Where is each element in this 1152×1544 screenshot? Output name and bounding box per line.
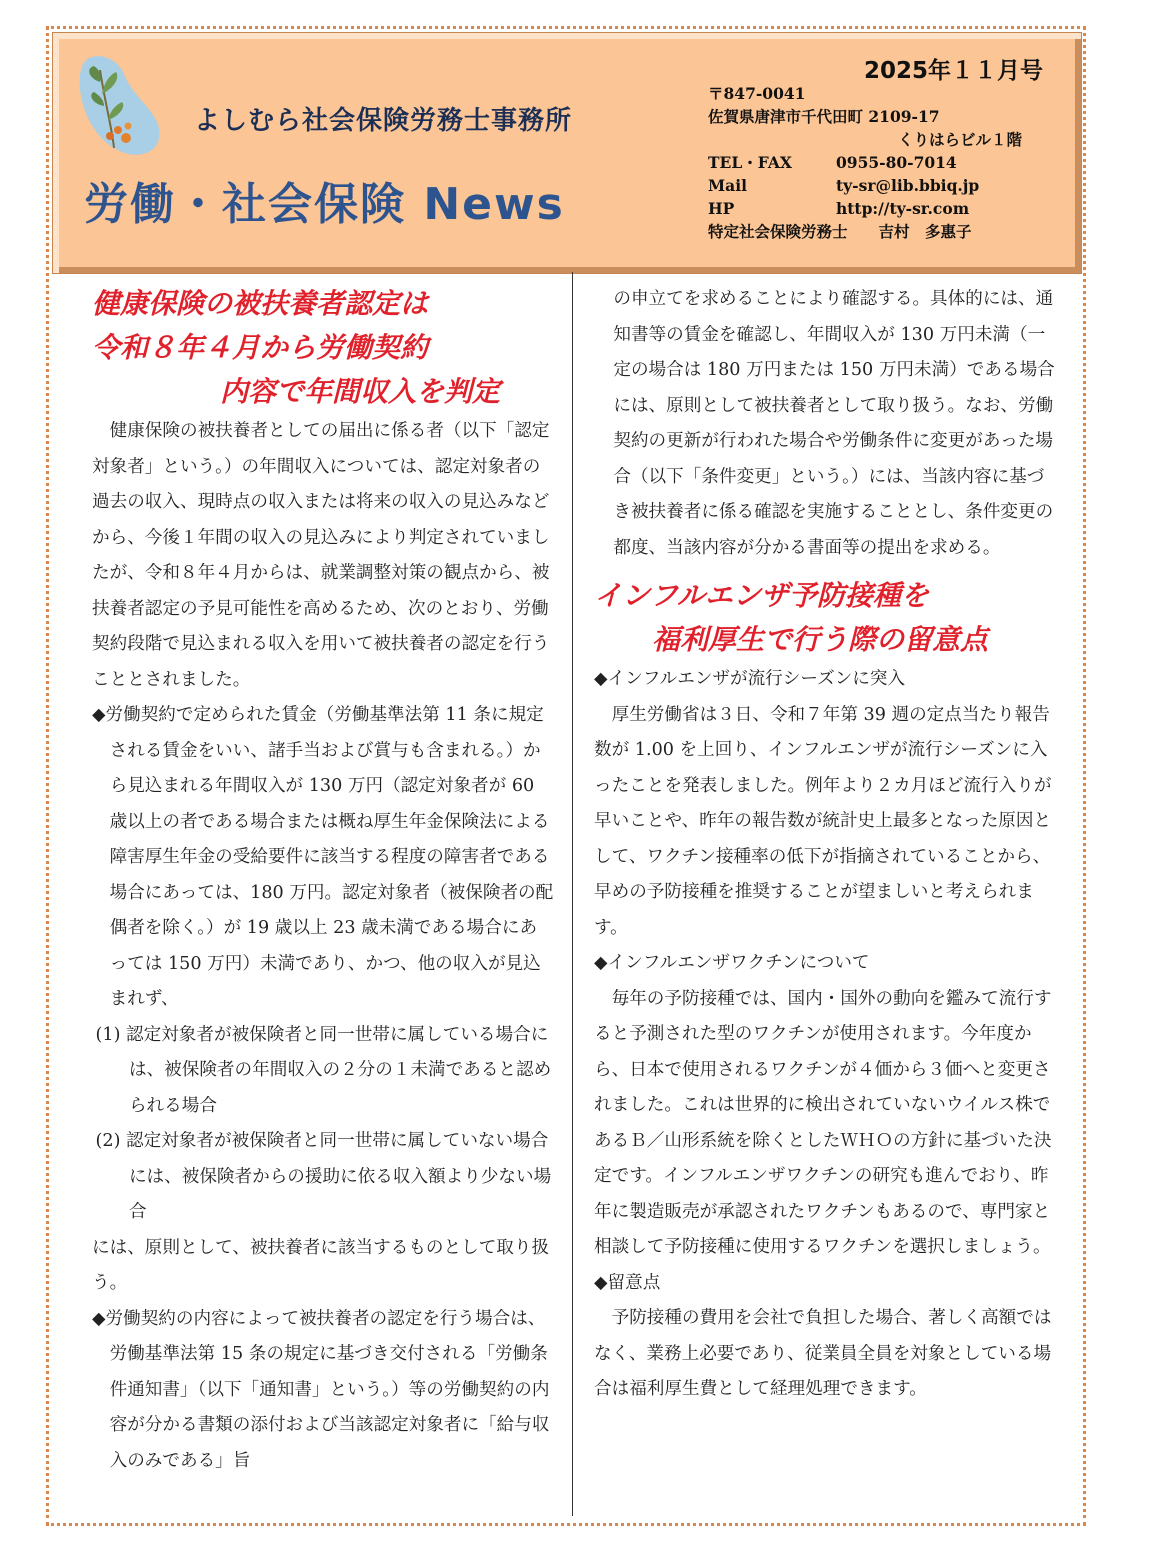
article2-notes-paragraph: 予防接種の費用を会社で負担した場合、著しく高額ではなく、業務上必要であり、従業員全員を対象としている場合は福利厚生費として経理処理できます。	[594, 1308, 1052, 1399]
article2-season-paragraph: 厚生労働省は３日、令和７年第 39 週の定点当たり報告数が 1.00 を上回り、インフルエンザが流行シーズンに入ったことを発表しました。例年より２カ月ほど流行入りが早いことや、昨年の報告数が統計史上最多となった原因として、ワクチン接種率の低下が指摘されていることから、早めの予防接種を推奨することが望ましいと考えられます。	[594, 704, 1052, 938]
hp-label: HP	[708, 199, 735, 218]
left-column	[92, 282, 554, 1479]
article2-title-line2: 福利厚生で行う際の留意点	[652, 623, 989, 656]
article1-title-line2: 令和８年４月から労働契約	[92, 331, 429, 364]
plant-logo-icon	[70, 48, 170, 158]
column-divider	[572, 272, 573, 1516]
newsletter-title: 労働・社会保険 News	[84, 179, 565, 230]
office-name: よしむら社会保険労務士事務所	[194, 106, 573, 136]
qualification-label: 特定社会保険労務士	[708, 222, 848, 241]
article2-title-line1: インフルエンザ予防接種を	[594, 579, 929, 612]
article1-bullet2-continued: の申立てを求めることにより確認する。具体的には、通知書等の賃金を確認し、年間収入が 130 万円未満（一定の場合は 180 万円または 150 万円未満）である場合には、原則として被扶養者として取り扱う。なお、労働契約の更新が行われた場合や労働条件に変更があった場合（以下「条件変更」という。）には、当該内容に基づき被扶養者に係る確認を実施することとし、条件変更の都度、当該内容が分かる書面等の提出を求める。	[613, 289, 1055, 558]
article1-bullet1: ◆労働契約で定められた賃金（労働基準法第 11 条に規定される賃金をいい、諸手当および賞与も含まれる。）から見込まれる年間収入が 130 万円（認定対象者が 60 歳以上の者である場合または概ね厚生年金保険法による障害厚生年金の受給要件に該当する程度の障害者である場合にあっては、180 万円。認定対象者（被保険者の配偶者を除く。）が 19 歳以上 23 歳未満である場合にあっては 150 万円）未満であり、かつ、他の収入が見込まれず、	[92, 705, 554, 1009]
article1-condition-1: (1) 認定対象者が被保険者と同一世帯に属している場合には、被保険者の年間収入の２分の１未満であると認められる場合	[95, 1024, 552, 1116]
hp-value[interactable]: http://ty-sr.com	[836, 199, 970, 218]
issue-date: 2025年１１月号	[864, 58, 1044, 84]
consultant-name: 吉村 多惠子	[878, 222, 972, 241]
tel-label: TEL・FAX	[708, 153, 792, 172]
article2-vaccine-paragraph: 毎年の予防接種では、国内・国外の動向を鑑みて流行すると予測された型のワクチンが使用されます。今年度から、日本で使用されるワクチンが４価から３価へと変更されました。これは世界的に検出されていないウイルス株であるＢ／山形系統を除くとしたＷＨＯの方針に基づいた決定です。インフルエンザワクチンの研究も進んでおり、昨年に製造販売が承認されたワクチンもあるので、専門家と相談して予防接種に使用するワクチンを選択しましょう。	[594, 988, 1052, 1257]
mail-row	[708, 174, 1068, 197]
article1-title-line1: 健康保険の被扶養者認定は	[92, 287, 429, 320]
hp-row	[708, 197, 1068, 220]
right-column	[594, 282, 1060, 1408]
tel-row	[708, 151, 1068, 174]
contact-block	[708, 82, 1068, 243]
article2-heading-season: ◆インフルエンザが流行シーズンに突入	[594, 669, 906, 689]
article1-title-line3: 内容で年間収入を判定	[220, 375, 501, 408]
mail-value[interactable]: ty-sr@lib.bbiq.jp	[836, 176, 980, 195]
article1-intro: 健康保険の被扶養者としての届出に係る者（以下「認定対象者」という。）の年間収入については、認定対象者の過去の収入、現時点の収入または将来の収入の見込みなどから、今後１年間の収入の見込みにより判定されていましたが、令和８年４月からは、就業調整対策の観点から、被扶養者認定の予見可能性を高めるため、次のとおり、労働契約段階で見込まれる収入を用いて被扶養者の認定を行うこととされました。	[92, 421, 550, 690]
mail-label: Mail	[708, 176, 747, 195]
article2-heading-notes: ◆留意点	[594, 1272, 661, 1293]
address-line-2: くりはらビル１階	[898, 130, 1023, 149]
article2-heading-vaccine: ◆インフルエンザワクチンについて	[594, 953, 870, 973]
qualification-row	[708, 220, 1068, 243]
postal-code: 〒847-0041	[708, 84, 806, 103]
article1-conclusion: には、原則として、被扶養者に該当するものとして取り扱う。	[92, 1237, 550, 1293]
address-line-1: 佐賀県唐津市千代田町 2109-17	[708, 107, 940, 126]
article1-condition-2: (2) 認定対象者が被保険者と同一世帯に属していない場合には、被保険者からの援助に依る収入額より少ない場合	[95, 1131, 552, 1222]
article1-bullet2: ◆労働契約の内容によって被扶養者の認定を行う場合は、労働基準法第 15 条の規定に基づき交付される「労働条件通知書」（以下「通知書」という。）等の労働契約の内容が分かる書類の添付および当該認定対象者に「給与収入のみである」旨	[92, 1308, 550, 1471]
tel-value: 0955-80-7014	[836, 153, 957, 172]
